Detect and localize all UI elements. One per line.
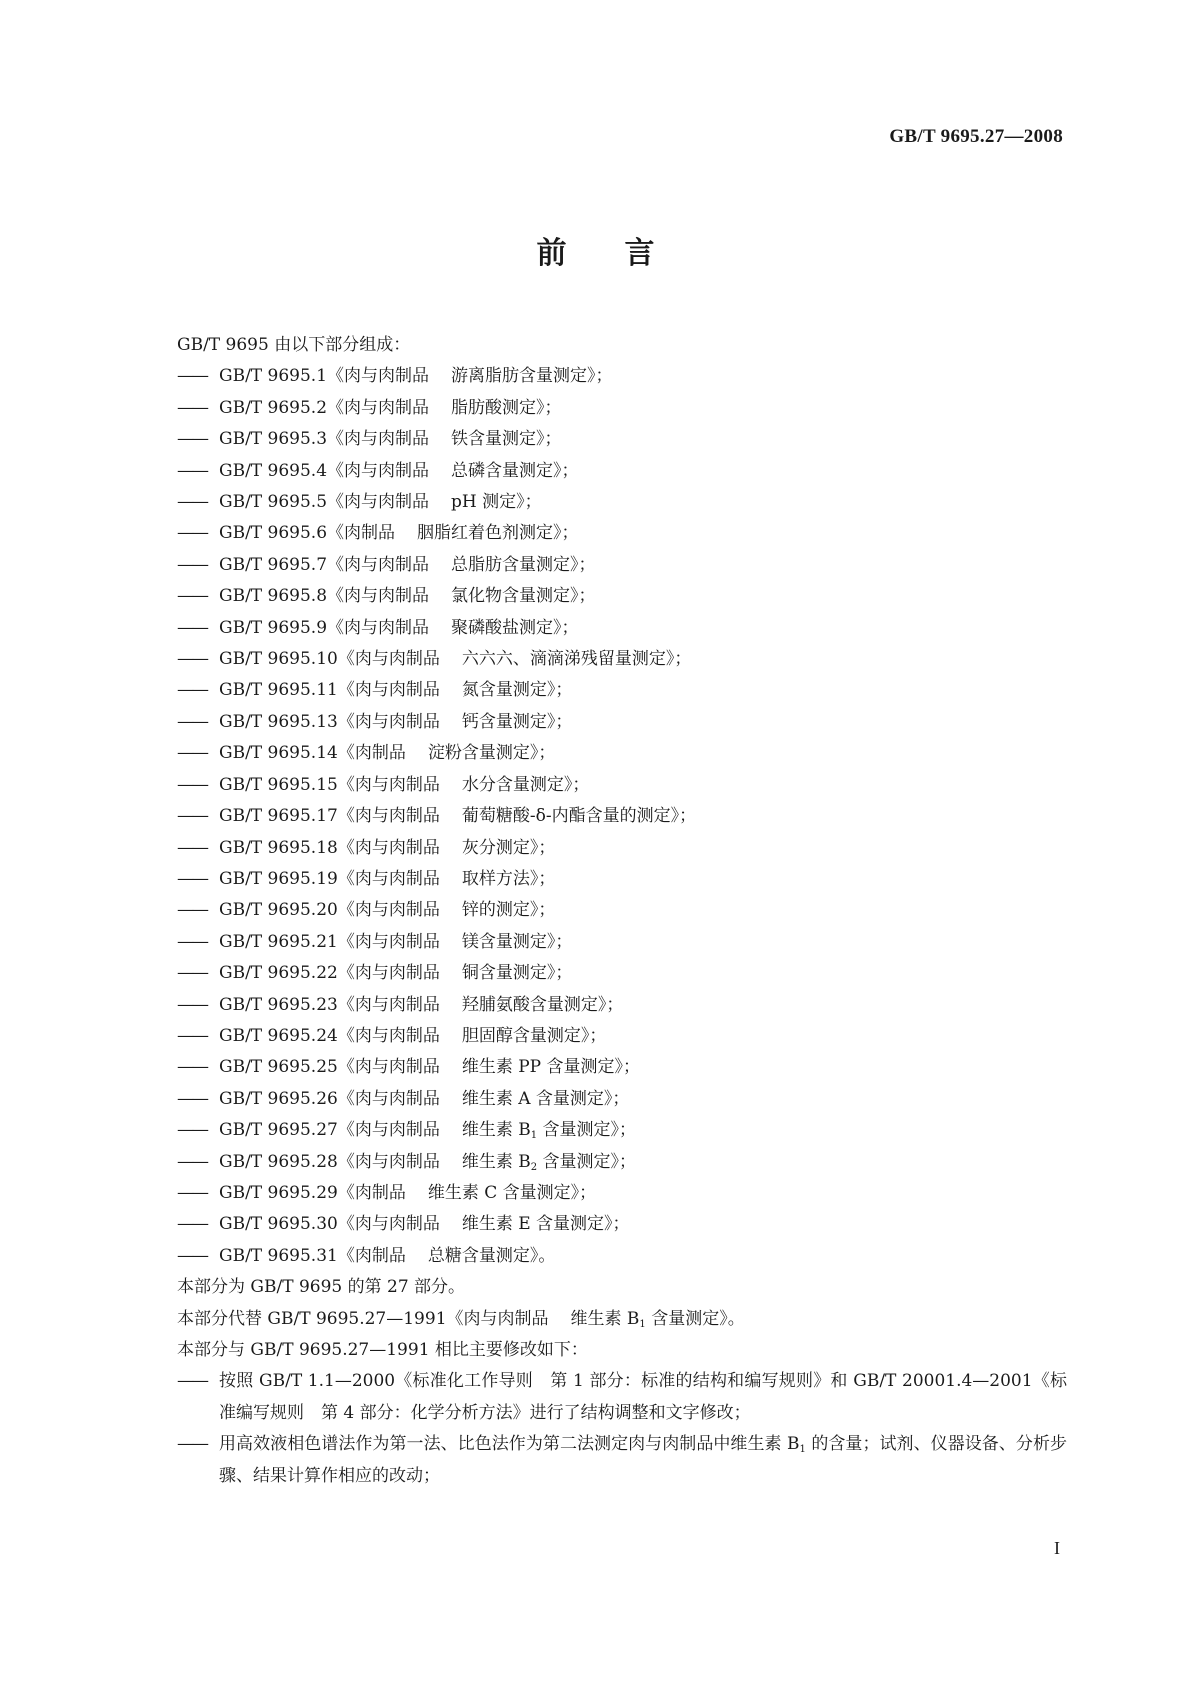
dash-mark: —— — [177, 649, 207, 670]
change-2-text: 用高效液相色谱法作为第一法、比色法作为第二法测定肉与肉制品中维生素 B — [219, 1434, 800, 1455]
part-name: 胆固醇含量测定》； — [461, 1025, 607, 1046]
part-code: GB/T 9695.5《肉与肉制品 — [219, 492, 430, 513]
part-item — [177, 1115, 1067, 1146]
part-item — [177, 864, 1067, 895]
statement-changes-intro: 本部分与 GB/T 9695.27—1991 相比主要修改如下： — [177, 1340, 588, 1360]
dash-mark: —— — [177, 460, 207, 481]
part-code: GB/T 9695.20《肉与肉制品 — [219, 900, 440, 921]
dash-mark: —— — [177, 1214, 207, 1235]
part-name: 铜含量测定》； — [461, 963, 573, 984]
part-name: 游离脂肪含量测定》； — [451, 366, 613, 387]
part-code: GB/T 9695.26《肉与肉制品 — [219, 1088, 440, 1109]
part-code: GB/T 9695.19《肉与肉制品 — [219, 868, 440, 889]
dash-mark: —— — [177, 366, 207, 387]
change-2-tail: 的含量；试剂、仪器设备、分析步骤、结果计算作相应的改动； — [219, 1434, 1067, 1486]
part-name: 维生素 B — [461, 1151, 531, 1172]
replaces-tail: 含量测定》。 — [645, 1308, 745, 1329]
dash-mark: —— — [177, 994, 207, 1015]
part-name: 维生素 C 含量测定》； — [427, 1182, 597, 1203]
dash-mark: —— — [177, 397, 207, 418]
dash-mark: —— — [177, 1025, 207, 1046]
dash-mark: —— — [177, 711, 207, 732]
part-name: 取样方法》； — [461, 868, 556, 889]
part-code: GB/T 9695.8《肉与肉制品 — [219, 586, 430, 607]
part-code: GB/T 9695.24《肉与肉制品 — [219, 1025, 440, 1046]
dash-mark: —— — [177, 1245, 207, 1266]
dash-mark: —— — [177, 868, 207, 889]
part-name: 六六六、滴滴涕残留量测定》； — [461, 649, 692, 670]
part-code: GB/T 9695.15《肉与肉制品 — [219, 774, 440, 795]
page-title: 前言 — [536, 236, 713, 271]
part-code: GB/T 9695.2《肉与肉制品 — [219, 397, 430, 418]
part-item — [177, 393, 1067, 424]
intro-line: GB/T 9695 由以下部分组成： — [177, 335, 411, 355]
part-item — [177, 675, 1067, 706]
dash-mark: —— — [177, 931, 207, 952]
part-name: 镁含量测定》； — [461, 931, 573, 952]
part-item — [177, 990, 1067, 1021]
part-name: 水分含量测定》； — [461, 774, 590, 795]
part-item — [177, 424, 1067, 455]
dash-mark: —— — [177, 1434, 207, 1455]
part-name: 钙含量测定》； — [461, 711, 573, 732]
part-code: GB/T 9695.7《肉与肉制品 — [219, 554, 430, 575]
dash-mark: —— — [177, 680, 207, 701]
part-name: 维生素 E 含量测定》； — [461, 1214, 630, 1235]
dash-mark: —— — [177, 523, 207, 544]
dash-mark: —— — [177, 774, 207, 795]
dash-mark: —— — [177, 837, 207, 858]
part-code: GB/T 9695.1《肉与肉制品 — [219, 366, 430, 387]
part-item — [177, 361, 1067, 392]
part-item — [177, 833, 1067, 864]
part-code: GB/T 9695.28《肉与肉制品 — [219, 1151, 440, 1172]
change-item-2 — [177, 1429, 1067, 1492]
part-code: GB/T 9695.4《肉与肉制品 — [219, 460, 430, 481]
part-item — [177, 487, 1067, 518]
part-name: 铁含量测定》； — [451, 429, 562, 450]
part-code: GB/T 9695.22《肉与肉制品 — [219, 963, 440, 984]
part-item — [177, 1021, 1067, 1052]
part-code: GB/T 9695.6《肉制品 — [219, 523, 396, 544]
part-item — [177, 707, 1067, 738]
part-item — [177, 1209, 1067, 1240]
change-text-2 — [219, 1429, 1067, 1492]
dash-mark: —— — [177, 1057, 207, 1078]
change-2-subscript: 1 — [799, 1444, 806, 1456]
part-item — [177, 518, 1067, 549]
part-code: GB/T 9695.17《肉与肉制品 — [219, 806, 440, 827]
part-item — [177, 927, 1067, 958]
standard-code: GB/T 9695.27—2008 — [889, 126, 1063, 147]
part-name: 维生素 PP 含量测定》； — [461, 1057, 641, 1078]
part-name-subscript: 1 — [530, 1130, 538, 1142]
dash-mark: —— — [177, 806, 207, 827]
part-code: GB/T 9695.14《肉制品 — [219, 743, 406, 764]
preface-body — [177, 330, 1067, 1492]
part-code: GB/T 9695.31《肉制品 — [219, 1245, 406, 1266]
part-name: 氮含量测定》； — [461, 680, 573, 701]
part-code: GB/T 9695.13《肉与肉制品 — [219, 711, 440, 732]
dash-mark: —— — [177, 1182, 207, 1203]
part-item — [177, 1241, 1067, 1272]
part-name-tail: 含量测定》； — [537, 1151, 637, 1172]
part-item — [177, 613, 1067, 644]
part-item — [177, 895, 1067, 926]
dash-mark: —— — [177, 963, 207, 984]
part-item — [177, 644, 1067, 675]
statement-part-of: 本部分为 GB/T 9695 的第 27 部分。 — [177, 1277, 466, 1298]
part-name-tail: 含量测定》； — [537, 1120, 637, 1141]
part-item — [177, 581, 1067, 612]
statement-replaces — [177, 1304, 1067, 1335]
dash-mark: —— — [177, 429, 207, 450]
replaces-subscript: 1 — [639, 1318, 646, 1330]
replaces-name: 维生素 B — [570, 1308, 640, 1329]
dash-mark: —— — [177, 743, 207, 764]
dash-mark: —— — [177, 554, 207, 575]
part-code: GB/T 9695.23《肉与肉制品 — [219, 994, 440, 1015]
part-item — [177, 958, 1067, 989]
parts-list — [177, 361, 1067, 1272]
part-name: 羟脯氨酸含量测定》； — [461, 994, 624, 1015]
part-name: 灰分测定》； — [461, 837, 556, 858]
part-code: GB/T 9695.25《肉与肉制品 — [219, 1057, 440, 1078]
dash-mark: —— — [177, 1371, 207, 1392]
part-item — [177, 1178, 1067, 1209]
page-number: I — [1054, 1538, 1060, 1558]
part-name: 维生素 B — [461, 1120, 531, 1141]
part-item — [177, 801, 1067, 832]
part-item — [177, 1147, 1067, 1178]
part-item — [177, 1084, 1067, 1115]
part-name: 胭脂红着色剂测定》； — [417, 523, 579, 544]
part-name: 聚磷酸盐测定》； — [451, 617, 579, 638]
part-item — [177, 550, 1067, 581]
change-item-1 — [177, 1366, 1067, 1429]
part-code: GB/T 9695.10《肉与肉制品 — [219, 649, 440, 670]
part-name: 氯化物含量测定》； — [451, 586, 596, 607]
part-name: 总脂肪含量测定》； — [451, 554, 596, 575]
part-name: 总磷含量测定》； — [451, 460, 579, 481]
part-item — [177, 456, 1067, 487]
dash-mark: —— — [177, 617, 207, 638]
part-name: 葡萄糖酸-δ-内酯含量的测定》； — [461, 806, 697, 827]
part-code: GB/T 9695.3《肉与肉制品 — [219, 429, 430, 450]
part-item — [177, 770, 1067, 801]
part-code: GB/T 9695.11《肉与肉制品 — [219, 680, 440, 701]
part-name: 脂肪酸测定》； — [451, 397, 562, 418]
change-text-1: 按照 GB/T 1.1—2000《标准化工作导则 第 1 部分：标准的结构和编写规则》和 GB/T 20001.4—2001《标准编写规则 第 4 部分：化学分析方法》进行了结构调整和文字修改； — [219, 1371, 1067, 1423]
part-item — [177, 738, 1067, 769]
dash-mark: —— — [177, 586, 207, 607]
dash-mark: —— — [177, 1088, 207, 1109]
part-name: 总糖含量测定》。 — [427, 1245, 556, 1266]
part-code: GB/T 9695.21《肉与肉制品 — [219, 931, 440, 952]
dash-mark: —— — [177, 900, 207, 921]
replaces-text: 本部分代替 GB/T 9695.27—1991《肉与肉制品 — [177, 1308, 549, 1329]
part-code: GB/T 9695.30《肉与肉制品 — [219, 1214, 440, 1235]
part-name: pH 测定》； — [451, 492, 542, 513]
part-code: GB/T 9695.29《肉制品 — [219, 1182, 406, 1203]
part-code: GB/T 9695.27《肉与肉制品 — [219, 1120, 440, 1141]
dash-mark: —— — [177, 492, 207, 513]
dash-mark: —— — [177, 1151, 207, 1172]
part-code: GB/T 9695.18《肉与肉制品 — [219, 837, 440, 858]
part-code: GB/T 9695.9《肉与肉制品 — [219, 617, 430, 638]
part-name: 淀粉含量测定》； — [427, 743, 556, 764]
part-name-subscript: 2 — [530, 1161, 538, 1173]
part-name: 维生素 A 含量测定》； — [461, 1088, 630, 1109]
dash-mark: —— — [177, 1120, 207, 1141]
part-name: 锌的测定》； — [461, 900, 556, 921]
part-item — [177, 1052, 1067, 1083]
